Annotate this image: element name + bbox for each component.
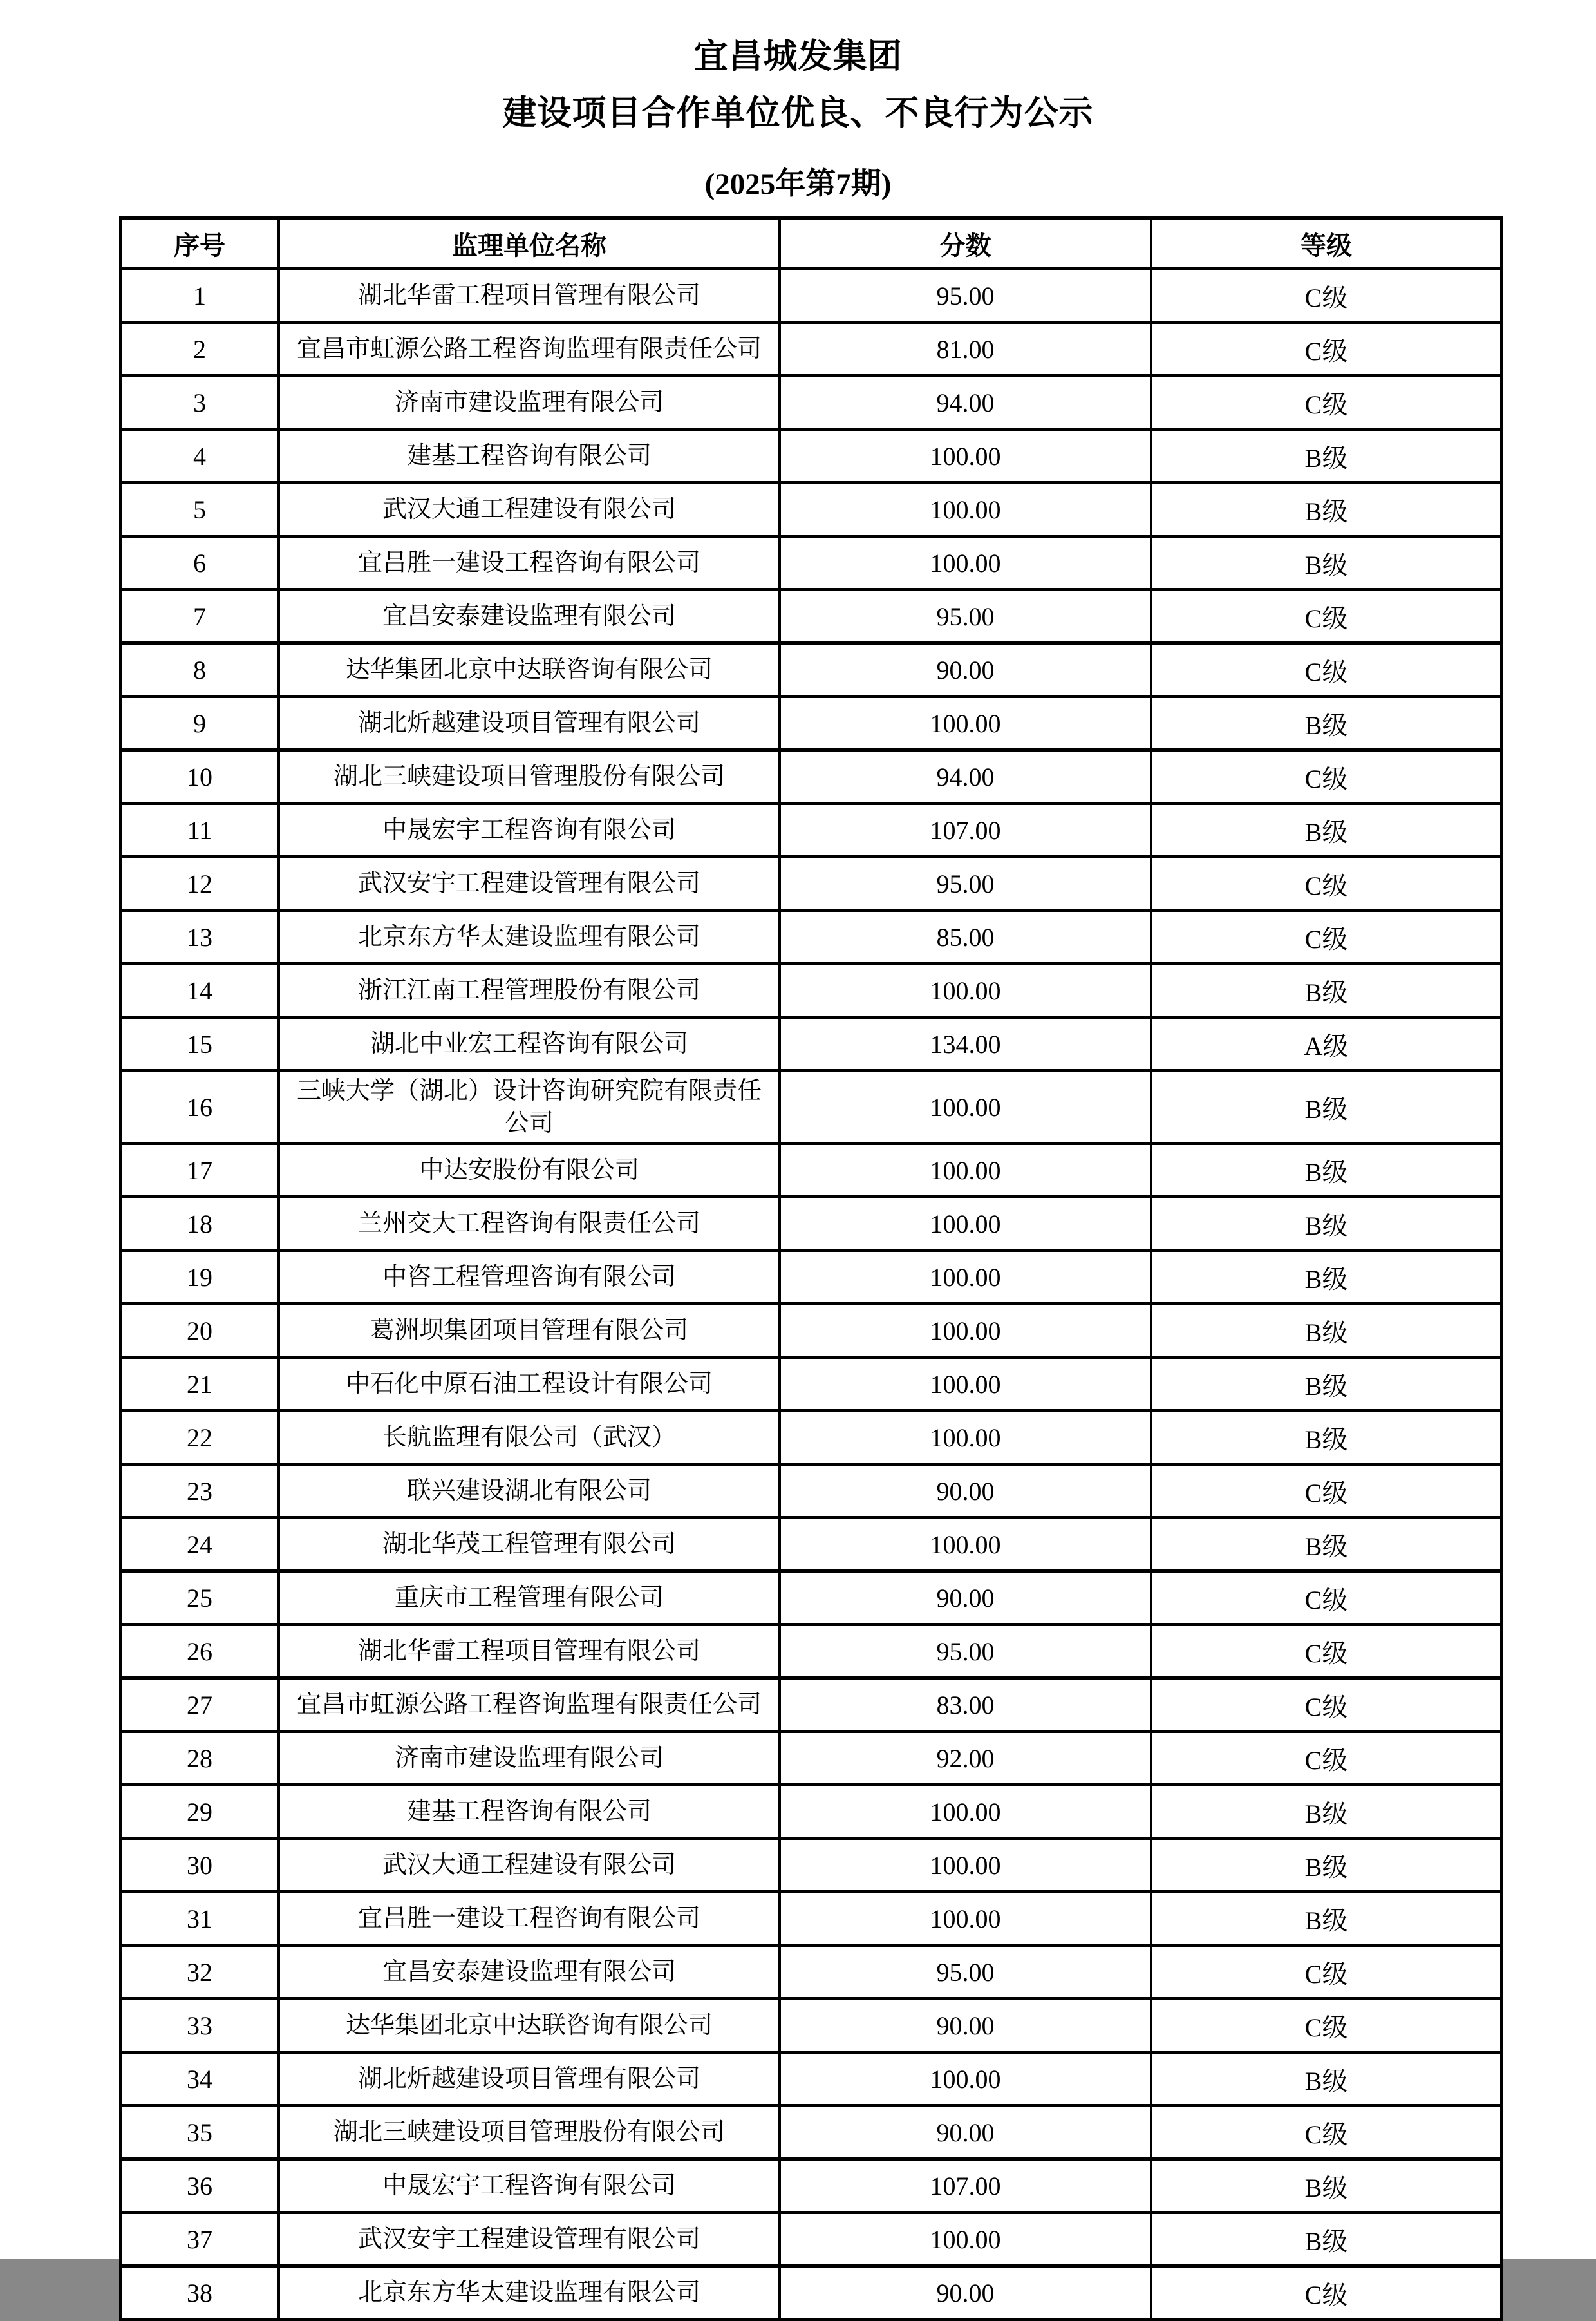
row-index-cell: 10 bbox=[120, 750, 279, 804]
row-index-cell: 33 bbox=[120, 1999, 279, 2052]
table-row bbox=[120, 483, 1501, 536]
company-name-cell: 武汉大通工程建设有限公司 bbox=[279, 1839, 780, 1892]
company-name-cell: 北京东方华太建设监理有限公司 bbox=[279, 2266, 780, 2320]
row-index-cell: 30 bbox=[120, 1839, 279, 1892]
company-name-cell: 重庆市工程管理有限公司 bbox=[279, 1571, 780, 1625]
row-index-cell: 17 bbox=[120, 1144, 279, 1197]
row-index-cell: 2 bbox=[120, 323, 279, 376]
table-row bbox=[120, 2159, 1501, 2213]
grade-cell: B级 bbox=[1151, 1197, 1501, 1251]
grade-cell: C级 bbox=[1151, 643, 1501, 697]
company-name-cell: 浙江江南工程管理股份有限公司 bbox=[279, 964, 780, 1018]
grade-cell: C级 bbox=[1151, 323, 1501, 376]
title-block bbox=[0, 0, 1596, 205]
row-index-cell: 34 bbox=[120, 2052, 279, 2106]
company-name-cell: 联兴建设湖北有限公司 bbox=[279, 1464, 780, 1518]
score-cell: 95.00 bbox=[780, 1625, 1151, 1678]
row-index-cell: 7 bbox=[120, 590, 279, 643]
company-name-cell: 湖北三峡建设项目管理股份有限公司 bbox=[279, 2106, 780, 2159]
table-row bbox=[120, 1625, 1501, 1678]
table-row bbox=[120, 430, 1501, 483]
grade-cell: B级 bbox=[1151, 1071, 1501, 1144]
table-body bbox=[120, 269, 1501, 2320]
row-index-cell: 11 bbox=[120, 804, 279, 857]
grade-cell: C级 bbox=[1151, 1464, 1501, 1518]
company-name-cell: 武汉安宇工程建设管理有限公司 bbox=[279, 2213, 780, 2266]
supervision-units-table bbox=[119, 216, 1503, 2321]
table-row bbox=[120, 964, 1501, 1018]
company-name-cell: 中咨工程管理咨询有限公司 bbox=[279, 1251, 780, 1304]
score-cell: 94.00 bbox=[780, 750, 1151, 804]
score-cell: 90.00 bbox=[780, 2106, 1151, 2159]
score-cell: 100.00 bbox=[780, 536, 1151, 590]
grade-cell: B级 bbox=[1151, 430, 1501, 483]
page-title: 宜昌城发集团 bbox=[693, 38, 903, 75]
table-row bbox=[120, 2266, 1501, 2320]
table-row bbox=[120, 697, 1501, 750]
table-row bbox=[120, 1251, 1501, 1304]
grade-cell: A级 bbox=[1151, 1018, 1501, 1071]
score-cell: 92.00 bbox=[780, 1732, 1151, 1785]
table-row bbox=[120, 1071, 1501, 1144]
company-name-cell: 宜昌安泰建设监理有限公司 bbox=[279, 1946, 780, 1999]
score-cell: 100.00 bbox=[780, 1518, 1151, 1571]
score-cell: 90.00 bbox=[780, 1464, 1151, 1518]
header-grade: 等级 bbox=[1151, 218, 1501, 269]
score-cell: 83.00 bbox=[780, 1678, 1151, 1732]
grade-cell: C级 bbox=[1151, 1625, 1501, 1678]
grade-cell: C级 bbox=[1151, 2266, 1501, 2320]
company-name-cell: 武汉安宇工程建设管理有限公司 bbox=[279, 857, 780, 911]
grade-cell: B级 bbox=[1151, 1839, 1501, 1892]
row-index-cell: 22 bbox=[120, 1411, 279, 1464]
table-row bbox=[120, 2213, 1501, 2266]
score-cell: 100.00 bbox=[780, 1839, 1151, 1892]
score-cell: 90.00 bbox=[780, 1999, 1151, 2052]
header-seq: 序号 bbox=[120, 218, 279, 269]
score-cell: 100.00 bbox=[780, 2052, 1151, 2106]
company-name-cell: 建基工程咨询有限公司 bbox=[279, 430, 780, 483]
row-index-cell: 35 bbox=[120, 2106, 279, 2159]
grade-cell: B级 bbox=[1151, 1144, 1501, 1197]
company-name-cell: 湖北三峡建设项目管理股份有限公司 bbox=[279, 750, 780, 804]
score-cell: 100.00 bbox=[780, 1358, 1151, 1411]
table-row bbox=[120, 323, 1501, 376]
row-index-cell: 13 bbox=[120, 911, 279, 964]
grade-cell: B级 bbox=[1151, 536, 1501, 590]
company-name-cell: 宜吕胜一建设工程咨询有限公司 bbox=[279, 1892, 780, 1946]
row-index-cell: 4 bbox=[120, 430, 279, 483]
table-row bbox=[120, 1464, 1501, 1518]
company-name-cell: 中晟宏宇工程咨询有限公司 bbox=[279, 804, 780, 857]
grade-cell: B级 bbox=[1151, 1358, 1501, 1411]
row-index-cell: 38 bbox=[120, 2266, 279, 2320]
table-row bbox=[120, 1732, 1501, 1785]
score-cell: 90.00 bbox=[780, 2266, 1151, 2320]
header-row bbox=[120, 218, 1501, 269]
table-row bbox=[120, 590, 1501, 643]
table-row bbox=[120, 911, 1501, 964]
score-cell: 134.00 bbox=[780, 1018, 1151, 1071]
score-cell: 100.00 bbox=[780, 697, 1151, 750]
score-cell: 85.00 bbox=[780, 911, 1151, 964]
company-name-cell: 湖北华雷工程项目管理有限公司 bbox=[279, 1625, 780, 1678]
row-index-cell: 28 bbox=[120, 1732, 279, 1785]
table-row bbox=[120, 1892, 1501, 1946]
issue-number: (2025年第7期) bbox=[704, 167, 892, 201]
score-cell: 95.00 bbox=[780, 590, 1151, 643]
row-index-cell: 23 bbox=[120, 1464, 279, 1518]
company-name-cell: 湖北华茂工程管理有限公司 bbox=[279, 1518, 780, 1571]
score-cell: 90.00 bbox=[780, 643, 1151, 697]
table-row bbox=[120, 750, 1501, 804]
grade-cell: B级 bbox=[1151, 2159, 1501, 2213]
company-name-cell: 达华集团北京中达联咨询有限公司 bbox=[279, 643, 780, 697]
row-index-cell: 37 bbox=[120, 2213, 279, 2266]
grade-cell: C级 bbox=[1151, 269, 1501, 323]
grade-cell: C级 bbox=[1151, 1732, 1501, 1785]
table-row bbox=[120, 376, 1501, 430]
company-name-cell: 宜吕胜一建设工程咨询有限公司 bbox=[279, 536, 780, 590]
grade-cell: B级 bbox=[1151, 1251, 1501, 1304]
grade-cell: B级 bbox=[1151, 483, 1501, 536]
score-cell: 100.00 bbox=[780, 1411, 1151, 1464]
row-index-cell: 16 bbox=[120, 1071, 279, 1144]
score-cell: 100.00 bbox=[780, 1071, 1151, 1144]
table-row bbox=[120, 1358, 1501, 1411]
row-index-cell: 26 bbox=[120, 1625, 279, 1678]
company-name-cell: 北京东方华太建设监理有限公司 bbox=[279, 911, 780, 964]
table-row bbox=[120, 1571, 1501, 1625]
grade-cell: C级 bbox=[1151, 2106, 1501, 2159]
score-cell: 94.00 bbox=[780, 376, 1151, 430]
grade-cell: C级 bbox=[1151, 750, 1501, 804]
table-row bbox=[120, 1678, 1501, 1732]
row-index-cell: 6 bbox=[120, 536, 279, 590]
table-row bbox=[120, 643, 1501, 697]
company-name-cell: 中石化中原石油工程设计有限公司 bbox=[279, 1358, 780, 1411]
company-name-cell: 建基工程咨询有限公司 bbox=[279, 1785, 780, 1839]
score-cell: 100.00 bbox=[780, 483, 1151, 536]
grade-cell: B级 bbox=[1151, 1304, 1501, 1358]
row-index-cell: 15 bbox=[120, 1018, 279, 1071]
header-score: 分数 bbox=[780, 218, 1151, 269]
grade-cell: B级 bbox=[1151, 1892, 1501, 1946]
grade-cell: B级 bbox=[1151, 2052, 1501, 2106]
row-index-cell: 8 bbox=[120, 643, 279, 697]
score-cell: 100.00 bbox=[780, 964, 1151, 1018]
score-cell: 107.00 bbox=[780, 2159, 1151, 2213]
company-name-cell: 武汉大通工程建设有限公司 bbox=[279, 483, 780, 536]
company-name-cell: 济南市建设监理有限公司 bbox=[279, 1732, 780, 1785]
company-name-cell: 兰州交大工程咨询有限责任公司 bbox=[279, 1197, 780, 1251]
grade-cell: B级 bbox=[1151, 2213, 1501, 2266]
score-cell: 95.00 bbox=[780, 1946, 1151, 1999]
score-cell: 95.00 bbox=[780, 857, 1151, 911]
table-row bbox=[120, 269, 1501, 323]
row-index-cell: 9 bbox=[120, 697, 279, 750]
page-subtitle: 建设项目合作单位优良、不良行为公示 bbox=[502, 95, 1094, 132]
table-header bbox=[120, 218, 1501, 269]
company-name-cell: 三峡大学（湖北）设计咨询研究院有限责任公司 bbox=[279, 1071, 780, 1144]
grade-cell: C级 bbox=[1151, 857, 1501, 911]
table-row bbox=[120, 1999, 1501, 2052]
table-row bbox=[120, 804, 1501, 857]
grade-cell: B级 bbox=[1151, 697, 1501, 750]
row-index-cell: 25 bbox=[120, 1571, 279, 1625]
company-name-cell: 湖北炘越建设项目管理有限公司 bbox=[279, 697, 780, 750]
table-row bbox=[120, 1197, 1501, 1251]
company-name-cell: 湖北华雷工程项目管理有限公司 bbox=[279, 269, 780, 323]
table-row bbox=[120, 1946, 1501, 1999]
table-row bbox=[120, 857, 1501, 911]
score-cell: 95.00 bbox=[780, 269, 1151, 323]
row-index-cell: 5 bbox=[120, 483, 279, 536]
row-index-cell: 21 bbox=[120, 1358, 279, 1411]
row-index-cell: 12 bbox=[120, 857, 279, 911]
score-cell: 100.00 bbox=[780, 1144, 1151, 1197]
grade-cell: C级 bbox=[1151, 1571, 1501, 1625]
table-row bbox=[120, 1785, 1501, 1839]
row-index-cell: 31 bbox=[120, 1892, 279, 1946]
grade-cell: B级 bbox=[1151, 964, 1501, 1018]
row-index-cell: 18 bbox=[120, 1197, 279, 1251]
company-name-cell: 宜昌市虹源公路工程咨询监理有限责任公司 bbox=[279, 1678, 780, 1732]
company-name-cell: 长航监理有限公司（武汉） bbox=[279, 1411, 780, 1464]
row-index-cell: 19 bbox=[120, 1251, 279, 1304]
table-row bbox=[120, 1144, 1501, 1197]
table-row bbox=[120, 2052, 1501, 2106]
row-index-cell: 20 bbox=[120, 1304, 279, 1358]
company-name-cell: 中晟宏宇工程咨询有限公司 bbox=[279, 2159, 780, 2213]
row-index-cell: 27 bbox=[120, 1678, 279, 1732]
score-cell: 81.00 bbox=[780, 323, 1151, 376]
grade-cell: B级 bbox=[1151, 804, 1501, 857]
table-row bbox=[120, 1018, 1501, 1071]
score-cell: 100.00 bbox=[780, 2213, 1151, 2266]
row-index-cell: 24 bbox=[120, 1518, 279, 1571]
row-index-cell: 36 bbox=[120, 2159, 279, 2213]
row-index-cell: 29 bbox=[120, 1785, 279, 1839]
score-cell: 100.00 bbox=[780, 1197, 1151, 1251]
company-name-cell: 中达安股份有限公司 bbox=[279, 1144, 780, 1197]
grade-cell: C级 bbox=[1151, 1946, 1501, 1999]
grade-cell: C级 bbox=[1151, 1678, 1501, 1732]
table-row bbox=[120, 1304, 1501, 1358]
company-name-cell: 宜昌安泰建设监理有限公司 bbox=[279, 590, 780, 643]
row-index-cell: 3 bbox=[120, 376, 279, 430]
grade-cell: B级 bbox=[1151, 1411, 1501, 1464]
score-cell: 107.00 bbox=[780, 804, 1151, 857]
company-name-cell: 湖北中业宏工程咨询有限公司 bbox=[279, 1018, 780, 1071]
score-cell: 90.00 bbox=[780, 1571, 1151, 1625]
grade-cell: C级 bbox=[1151, 590, 1501, 643]
table-row bbox=[120, 2106, 1501, 2159]
row-index-cell: 14 bbox=[120, 964, 279, 1018]
score-cell: 100.00 bbox=[780, 430, 1151, 483]
table-row bbox=[120, 536, 1501, 590]
grade-cell: C级 bbox=[1151, 911, 1501, 964]
score-cell: 100.00 bbox=[780, 1892, 1151, 1946]
score-cell: 100.00 bbox=[780, 1785, 1151, 1839]
row-index-cell: 32 bbox=[120, 1946, 279, 1999]
table-row bbox=[120, 1411, 1501, 1464]
grade-cell: C级 bbox=[1151, 1999, 1501, 2052]
company-name-cell: 宜昌市虹源公路工程咨询监理有限责任公司 bbox=[279, 323, 780, 376]
header-name: 监理单位名称 bbox=[279, 218, 780, 269]
row-index-cell: 1 bbox=[120, 269, 279, 323]
company-name-cell: 湖北炘越建设项目管理有限公司 bbox=[279, 2052, 780, 2106]
grade-cell: B级 bbox=[1151, 1518, 1501, 1571]
grade-cell: C级 bbox=[1151, 376, 1501, 430]
table-row bbox=[120, 1839, 1501, 1892]
table-row bbox=[120, 1518, 1501, 1571]
grade-cell: B级 bbox=[1151, 1785, 1501, 1839]
score-cell: 100.00 bbox=[780, 1304, 1151, 1358]
score-cell: 100.00 bbox=[780, 1251, 1151, 1304]
company-name-cell: 济南市建设监理有限公司 bbox=[279, 376, 780, 430]
company-name-cell: 达华集团北京中达联咨询有限公司 bbox=[279, 1999, 780, 2052]
company-name-cell: 葛洲坝集团项目管理有限公司 bbox=[279, 1304, 780, 1358]
